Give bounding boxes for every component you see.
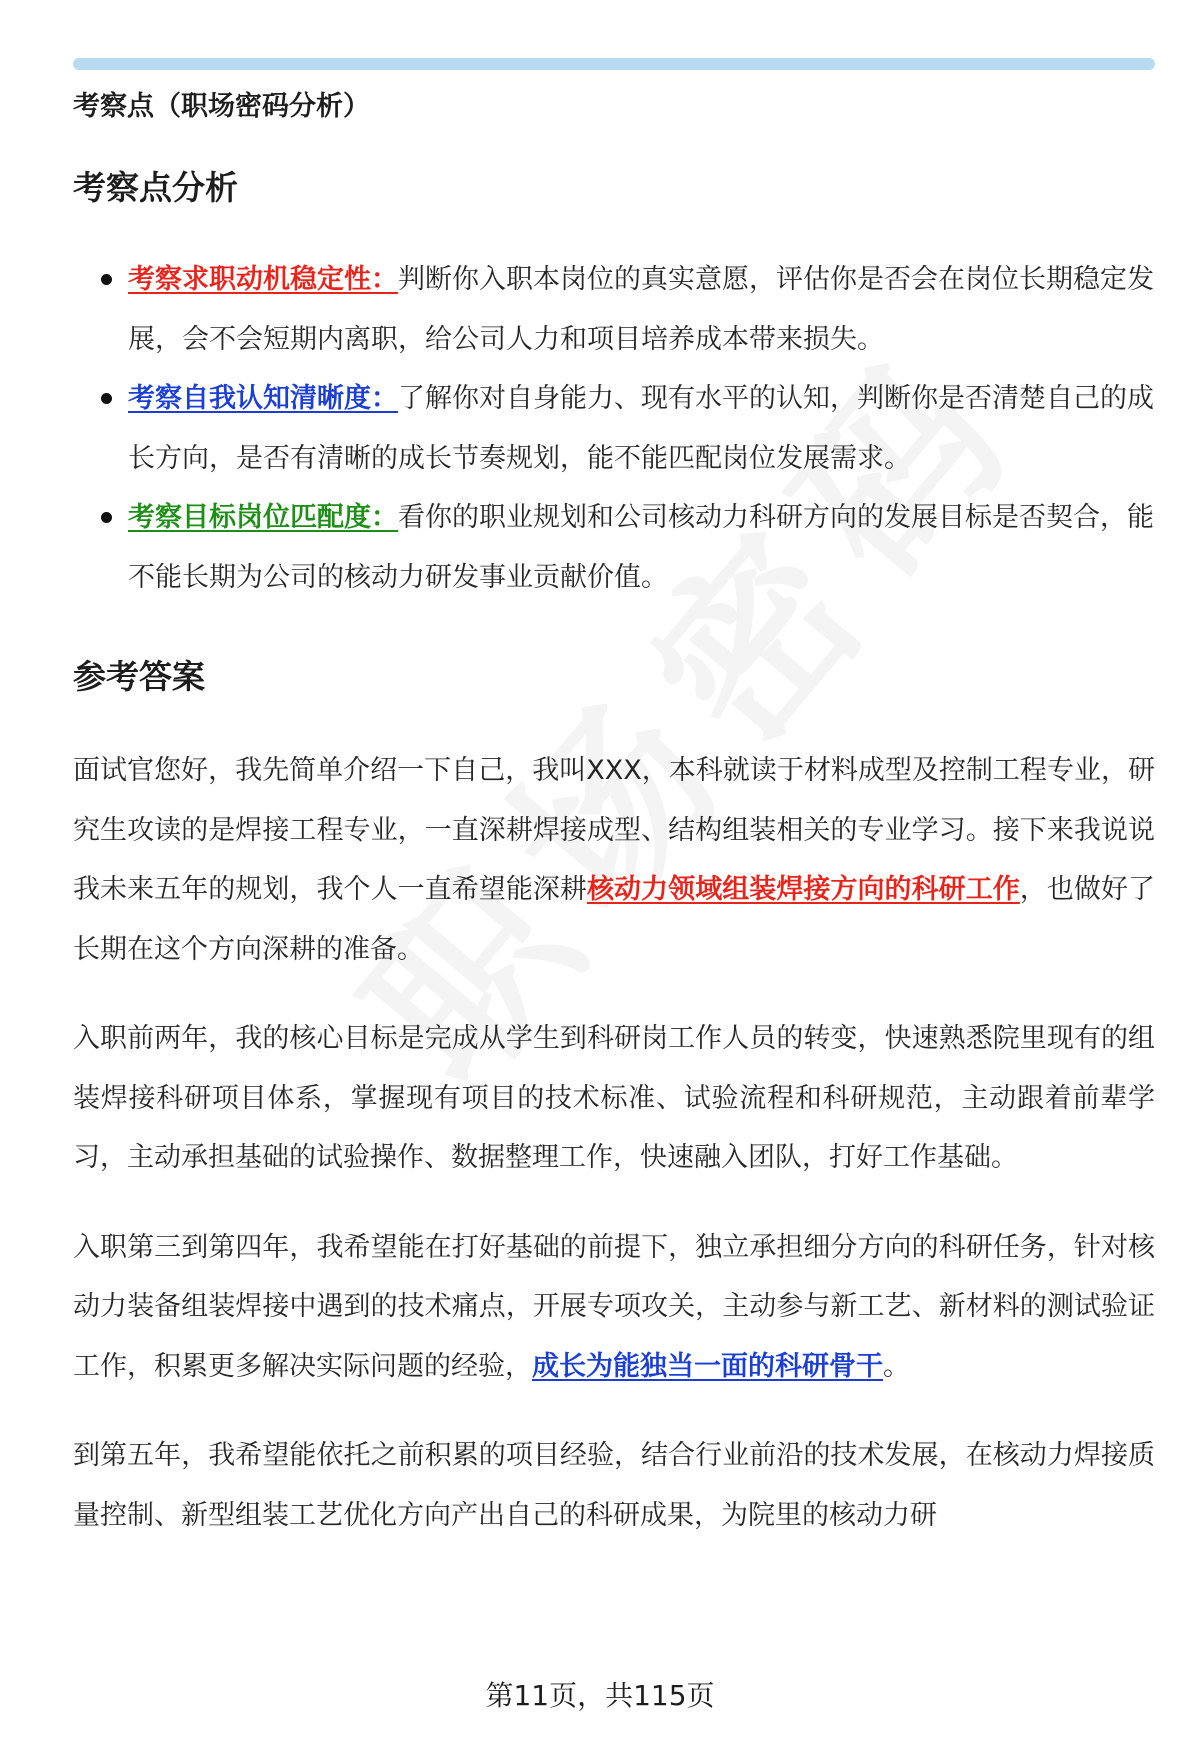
paragraph-text: 。 <box>883 1350 910 1382</box>
bullet-icon <box>101 274 112 285</box>
bullet-icon <box>101 512 112 523</box>
point-label-job-fit: 考察目标岗位匹配度： <box>128 502 398 533</box>
point-text: 了解你对自身能力、现有水平的认知，判断你是否清楚自己的成长方向，是否有清晰的成长节奏规划，能不能匹配岗位发展需求。 <box>128 383 1154 474</box>
highlight-research-backbone: 成长为能独当一面的科研骨干 <box>532 1350 883 1382</box>
section-label: 考察点（职场密码分析） <box>73 91 370 122</box>
page-content <box>73 82 1155 1545</box>
answer-heading: 参考答案 <box>73 657 205 696</box>
answer-paragraph-years-3-4 <box>73 1218 1155 1397</box>
answer-paragraph-years-1-2: 入职前两年，我的核心目标是完成从学生到科研岗工作人员的转变，快速熟悉院里现有的组装焊接科研项目体系，掌握现有项目的技术标准、试验流程和科研规范，主动跟着前辈学习，主动承担基础的试验操作、数据整理工作，快速融入团队，打好工作基础。 <box>73 1023 1155 1173</box>
answer-paragraph-year-5: 到第五年，我希望能依托之前积累的项目经验，结合行业前沿的技术发展，在核动力焊接质量控制、新型组装工艺优化方向产出自己的科研成果，为院里的核动力研 <box>73 1440 1155 1531</box>
answer-paragraph-intro <box>73 741 1155 979</box>
paragraph-text: 入职第三到第四年，我希望能在打好基础的前提下，独立承担细分方向的科研任务，针对核动力装备组装焊接中遇到的技术痛点，开展专项攻关，主动参与新工艺、新材料的测试验证工作，积累更多解决实际问题的经验， <box>73 1231 1155 1382</box>
list-item <box>73 250 1155 369</box>
point-text: 判断你入职本岗位的真实意愿，评估你是否会在岗位长期稳定发展，会不会短期内离职，给公司人力和项目培养成本带来损失。 <box>128 264 1154 355</box>
bullet-icon <box>101 393 112 404</box>
paragraph-text: ，也做好了长期在这个方向深耕的准备。 <box>73 874 1156 965</box>
list-item <box>73 369 1155 488</box>
analysis-list <box>73 250 1155 607</box>
page-number: 第11页，共115页 <box>485 1679 715 1712</box>
top-decor-bar <box>73 58 1155 70</box>
point-text: 看你的职业规划和公司核动力科研方向的发展目标是否契合，能不能长期为公司的核动力研发事业贡献价值。 <box>128 502 1154 593</box>
list-item <box>73 488 1155 607</box>
highlight-research-direction: 核动力领域组装焊接方向的科研工作 <box>586 874 1020 905</box>
point-label-self-awareness: 考察自我认知清晰度： <box>128 383 398 414</box>
point-label-motivation: 考察求职动机稳定性： <box>128 264 398 295</box>
paragraph-text: 面试官您好，我先简单介绍一下自己，我叫XXX，本科就读于材料成型及控制工程专业，研究生攻读的是焊接工程专业，一直深耕焊接成型、结构组装相关的专业学习。接下来我说说我未来五年的规划，我个人一直希望能深耕 <box>73 755 1155 905</box>
analysis-heading: 考察点分析 <box>73 168 238 207</box>
